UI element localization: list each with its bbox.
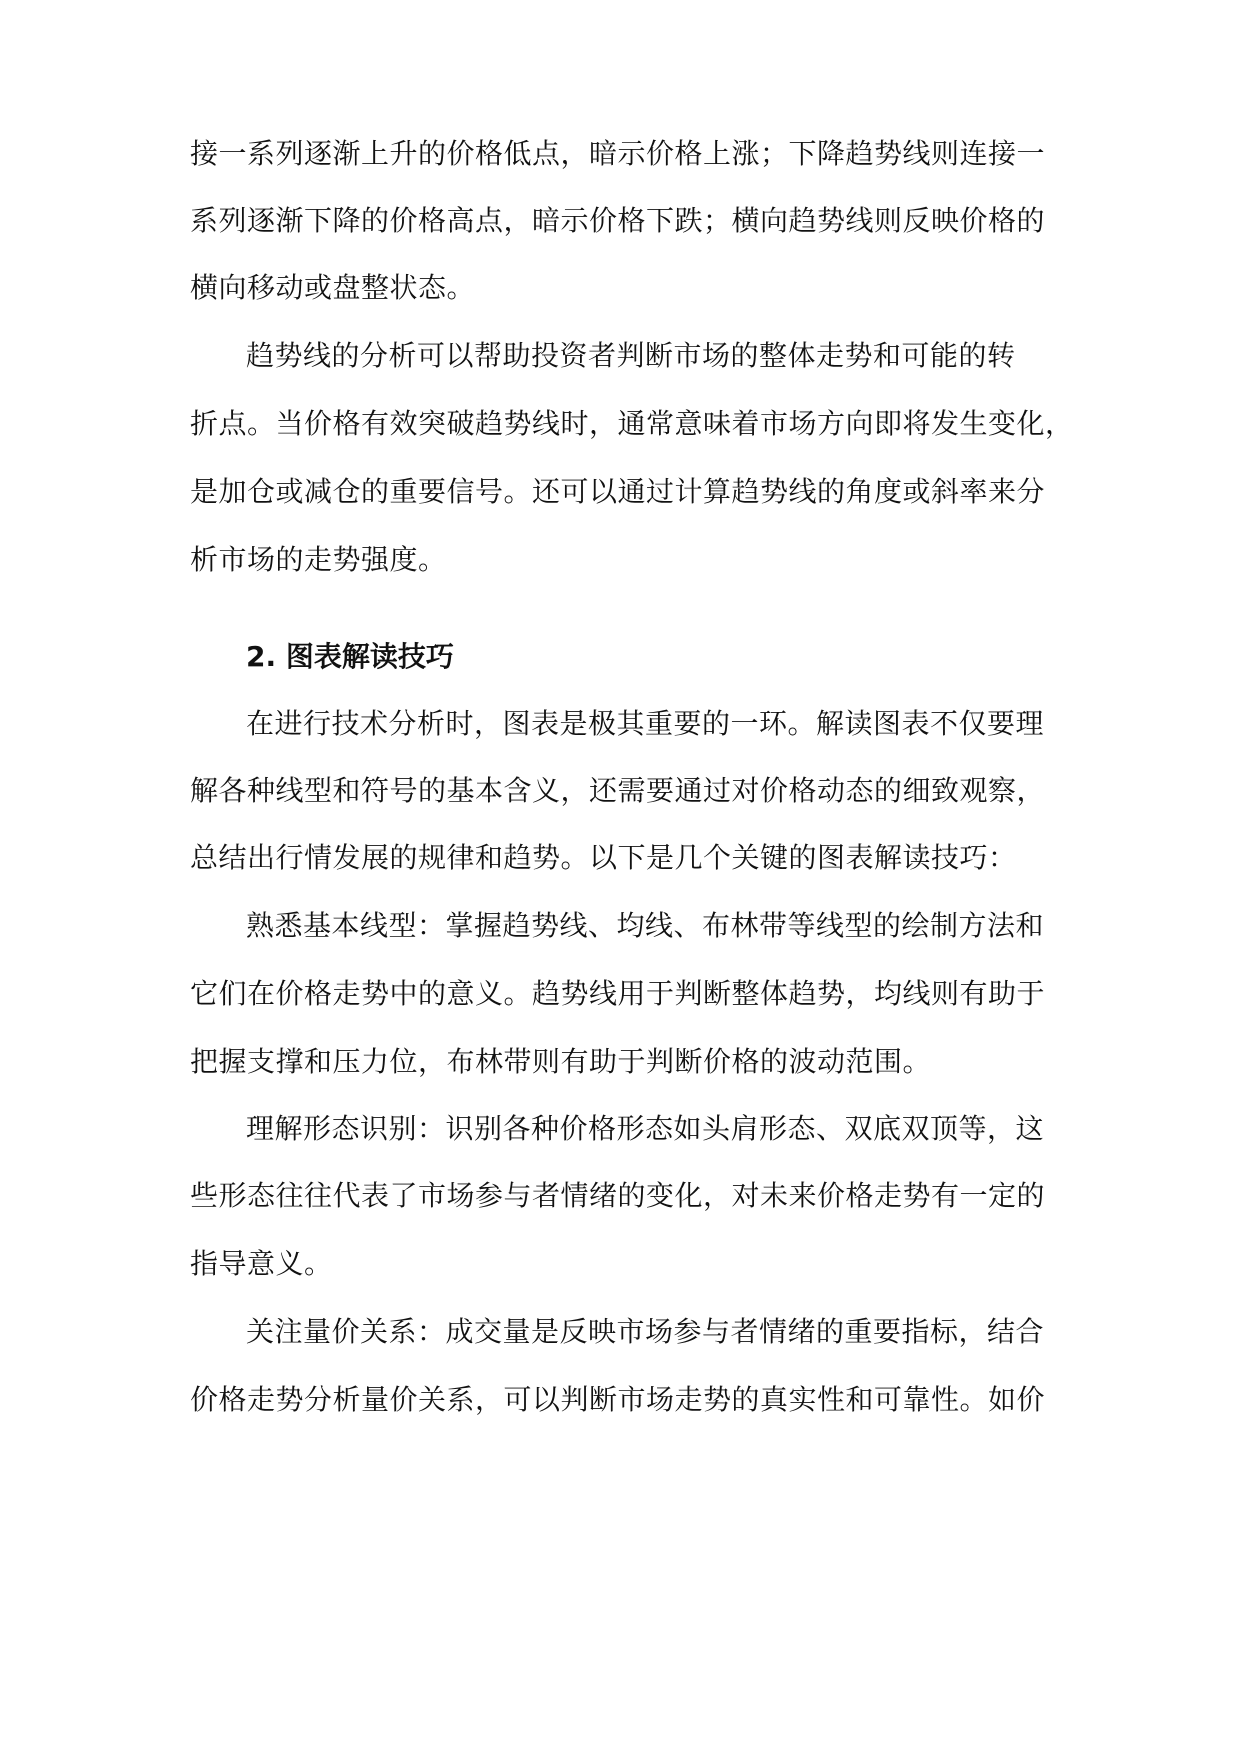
paragraph-2-line-4: 析市场的走势强度。: [190, 543, 447, 576]
paragraph-4-line-3: 把握支撑和压力位，布林带则有助于判断价格的波动范围。: [190, 1045, 932, 1078]
paragraph-4-line-1: 熟悉基本线型：掌握趋势线、均线、布林带等线型的绘制方法和: [246, 909, 1045, 942]
paragraph-2-line-1: 趋势线的分析可以帮助投资者判断市场的整体走势和可能的转: [246, 339, 1016, 372]
paragraph-3-line-3: 总结出行情发展的规律和趋势。以下是几个关键的图表解读技巧：: [190, 841, 1017, 874]
paragraph-6-line-1: 关注量价关系：成交量是反映市场参与者情绪的重要指标，结合: [246, 1315, 1045, 1348]
paragraph-2-line-2: 折点。当价格有效突破趋势线时，通常意味着市场方向即将发生变化，: [190, 407, 1074, 440]
paragraph-1-line-1: 接一系列逐渐上升的价格低点，暗示价格上涨；下降趋势线则连接一: [190, 137, 1046, 170]
paragraph-3-line-1: 在进行技术分析时，图表是极其重要的一环。解读图表不仅要理: [246, 707, 1045, 740]
paragraph-1-line-2: 系列逐渐下降的价格高点，暗示价格下跌；横向趋势线则反映价格的: [190, 204, 1046, 237]
section-heading: 2. 图表解读技巧: [246, 640, 454, 673]
paragraph-5-line-1: 理解形态识别：识别各种价格形态如头肩形态、双底双顶等，这: [246, 1112, 1045, 1145]
paragraph-6-line-2: 价格走势分析量价关系，可以判断市场走势的真实性和可靠性。如价: [190, 1383, 1046, 1416]
paragraph-2-line-3: 是加仓或减仓的重要信号。还可以通过计算趋势线的角度或斜率来分: [190, 475, 1046, 508]
paragraph-3-line-2: 解各种线型和符号的基本含义，还需要通过对价格动态的细致观察，: [190, 774, 1046, 807]
paragraph-1-line-3: 横向移动或盘整状态。: [190, 271, 476, 304]
paragraph-5-line-2: 些形态往往代表了市场参与者情绪的变化，对未来价格走势有一定的: [190, 1179, 1046, 1212]
paragraph-4-line-2: 它们在价格走势中的意义。趋势线用于判断整体趋势，均线则有助于: [190, 977, 1046, 1010]
paragraph-5-line-3: 指导意义。: [190, 1247, 333, 1280]
